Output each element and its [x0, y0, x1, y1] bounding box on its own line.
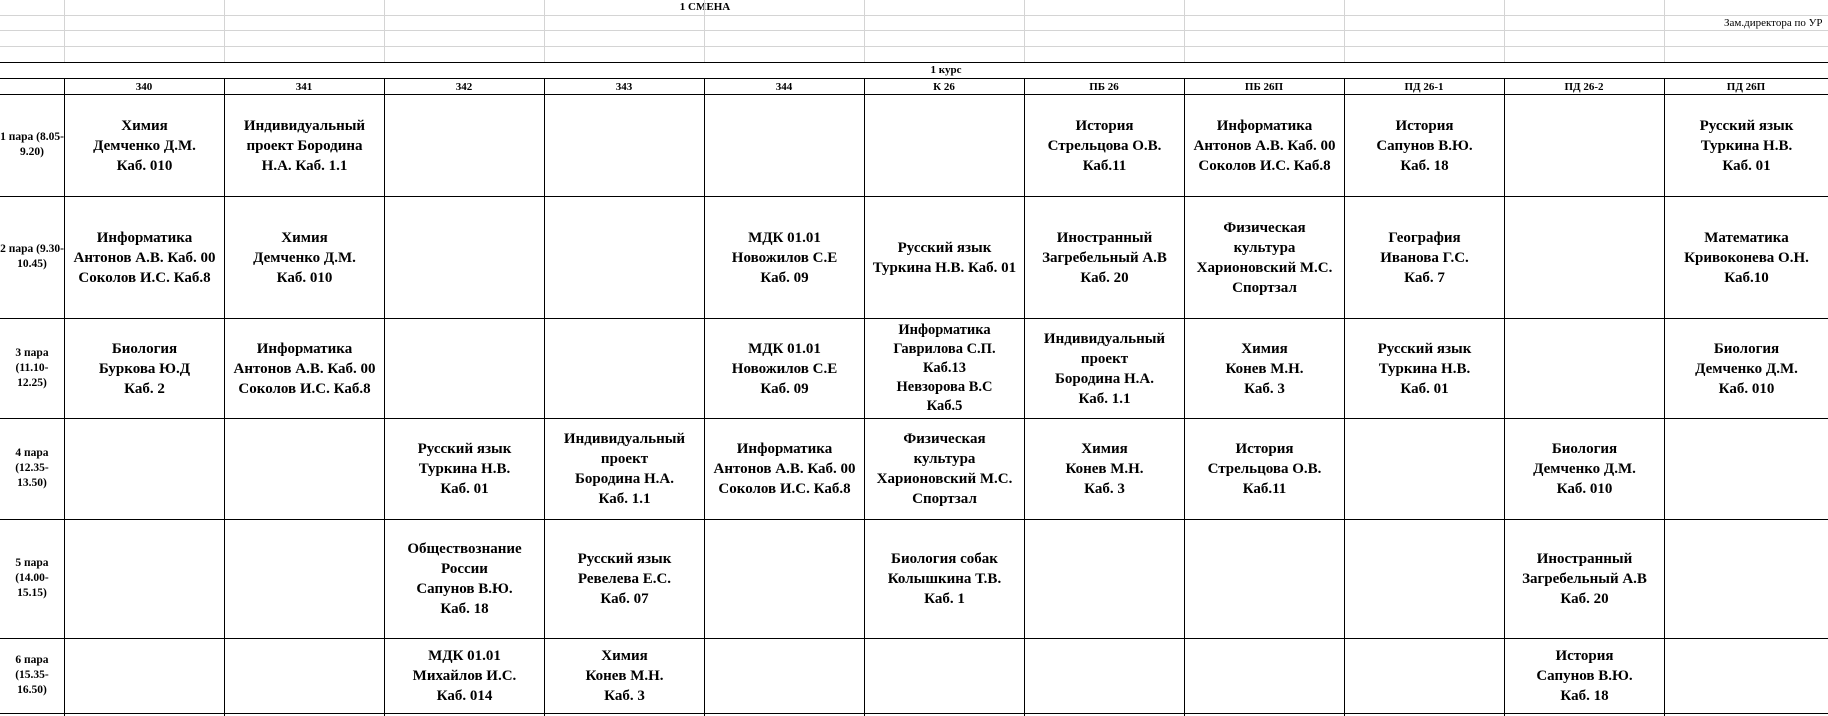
row-divider — [0, 94, 1828, 95]
deputy-director-label: Зам.директора по УР — [1724, 17, 1823, 29]
column-header: ПБ 26П — [1244, 81, 1284, 93]
schedule-cell: Информатика Гаврилова С.П. Каб.13 Невзорова В.С Каб.5 — [893, 322, 996, 414]
row-divider — [0, 418, 1828, 419]
column-header: 340 — [135, 81, 153, 93]
empty-cell — [65, 419, 224, 519]
schedule-cell: Русский язык Туркина Н.В. Каб. 01 — [1377, 340, 1472, 397]
schedule-cell: Русский язык Туркина Н.В. Каб. 01 — [1699, 117, 1794, 174]
schedule-cell: МДК 01.01 Новожилов С.Е Каб. 09 — [731, 229, 838, 286]
empty-cell — [1505, 95, 1664, 196]
empty-cell — [1665, 419, 1828, 519]
row-divider — [0, 46, 1828, 47]
empty-cell — [545, 319, 704, 418]
schedule-cell: Русский язык Туркина Н.В. Каб. 01 — [417, 441, 512, 497]
column-divider — [1504, 0, 1505, 62]
period-label: 3 пара (11.10- 12.25) — [15, 346, 49, 389]
column-divider — [224, 0, 225, 62]
column-divider — [1664, 78, 1665, 716]
schedule-cell: История Стрельцова О.В. Каб.11 — [1207, 441, 1322, 497]
schedule-cell: Информатика Антонов А.В. Каб. 00 Соколов И.С. Каб.8 — [233, 340, 376, 397]
course-label: 1 курс — [930, 64, 962, 76]
schedule-cell: Физическая культура Харионовский М.С. Спортзал — [1196, 219, 1333, 296]
empty-cell — [385, 319, 544, 418]
schedule-cell: МДК 01.01 Новожилов С.Е Каб. 09 — [731, 340, 838, 397]
empty-cell — [545, 95, 704, 196]
column-header: ПД 26П — [1726, 81, 1766, 93]
row-divider — [0, 713, 1828, 714]
schedule-cell: Химия Конев М.Н. Каб. 3 — [585, 648, 664, 704]
empty-cell — [705, 639, 864, 713]
empty-cell — [65, 520, 224, 638]
column-header: 343 — [615, 81, 633, 93]
schedule-cell: Информатика Антонов А.В. Каб. 00 Соколов И.С. Каб.8 — [73, 229, 216, 286]
schedule-cell: Физическая культура Харионовский М.С. Спортзал — [876, 431, 1013, 507]
column-divider — [64, 78, 65, 716]
empty-cell — [1345, 520, 1504, 638]
empty-cell — [705, 95, 864, 196]
column-divider — [1664, 0, 1665, 62]
column-divider — [544, 0, 545, 62]
column-divider — [1184, 0, 1185, 62]
row-divider — [0, 318, 1828, 319]
column-divider — [1184, 78, 1185, 716]
column-divider — [384, 78, 385, 716]
column-divider — [864, 0, 865, 62]
row-divider — [0, 638, 1828, 639]
period-label: 5 пара (14.00- 15.15) — [15, 557, 49, 599]
empty-cell — [225, 639, 384, 713]
schedule-cell: Информатика Антонов А.В. Каб. 00 Соколов И.С. Каб.8 — [1193, 117, 1336, 174]
schedule-cell: Биология собак Колышкина Т.В. Каб. 1 — [887, 551, 1002, 607]
empty-cell — [1345, 639, 1504, 713]
period-label: 4 пара (12.35- 13.50) — [15, 447, 49, 489]
schedule-cell: История Стрельцова О.В. Каб.11 — [1047, 117, 1162, 174]
schedule-cell: Математика Кривоконева О.Н. Каб.10 — [1684, 229, 1809, 286]
empty-cell — [545, 197, 704, 318]
schedule-cell: Индивидуальный проект Бородина Н.А. Каб. 1.1 — [563, 431, 686, 507]
shift-title: 1 СМЕНА — [679, 1, 731, 13]
schedule-cell: Иностранный Загребельный А.В Каб. 20 — [1522, 551, 1647, 607]
column-divider — [704, 78, 705, 716]
column-divider — [1344, 0, 1345, 62]
schedule-cell: Индивидуальный проект Бородина Н.А. Каб. 1.1 — [1043, 330, 1166, 407]
column-header: ПД 26-1 — [1404, 81, 1444, 93]
column-divider — [64, 0, 65, 62]
empty-cell — [1185, 639, 1344, 713]
period-label: 6 пара (15.35- 16.50) — [15, 654, 49, 696]
column-divider — [864, 78, 865, 716]
empty-cell — [1345, 419, 1504, 519]
empty-cell — [1185, 520, 1344, 638]
empty-cell — [865, 95, 1024, 196]
column-divider — [224, 78, 225, 716]
schedule-cell: Химия Демченко Д.М. Каб. 010 — [93, 117, 196, 174]
empty-cell — [385, 95, 544, 196]
schedule-cell: МДК 01.01 Михайлов И.С. Каб. 014 — [412, 648, 517, 704]
column-divider — [704, 0, 705, 62]
row-divider — [0, 519, 1828, 520]
schedule-cell: История Сапунов В.Ю. Каб. 18 — [1536, 648, 1633, 704]
column-divider — [1504, 78, 1505, 716]
column-header: 342 — [455, 81, 473, 93]
schedule-cell: Биология Буркова Ю.Д Каб. 2 — [98, 340, 191, 397]
schedule-cell: Химия Конев М.Н. Каб. 3 — [1225, 340, 1304, 397]
column-header: ПД 26-2 — [1564, 81, 1604, 93]
schedule-cell: Обществознание России Сапунов В.Ю. Каб. 18 — [407, 541, 522, 617]
row-divider — [0, 15, 1828, 16]
row-divider — [0, 196, 1828, 197]
column-header: К 26 — [933, 81, 955, 93]
schedule-cell: История Сапунов В.Ю. Каб. 18 — [1376, 117, 1473, 174]
empty-cell — [225, 419, 384, 519]
column-divider — [384, 0, 385, 62]
empty-cell — [1505, 197, 1664, 318]
empty-cell — [385, 197, 544, 318]
empty-cell — [1665, 520, 1828, 638]
column-divider — [1344, 78, 1345, 716]
row-divider — [0, 62, 1828, 63]
empty-cell — [1025, 639, 1184, 713]
schedule-cell: Химия Демченко Д.М. Каб. 010 — [253, 229, 356, 286]
schedule-cell: География Иванова Г.С. Каб. 7 — [1380, 229, 1469, 286]
schedule-cell: Русский язык Туркина Н.В. Каб. 01 — [872, 239, 1017, 276]
empty-cell — [1505, 319, 1664, 418]
column-header: 341 — [295, 81, 313, 93]
schedule-cell: Биология Демченко Д.М. Каб. 010 — [1533, 441, 1636, 497]
empty-cell — [65, 639, 224, 713]
column-header: ПБ 26 — [1089, 81, 1119, 93]
schedule-cell: Биология Демченко Д.М. Каб. 010 — [1695, 340, 1798, 397]
schedule-cell: Химия Конев М.Н. Каб. 3 — [1065, 441, 1144, 497]
column-divider — [544, 78, 545, 716]
row-divider — [0, 78, 1828, 79]
period-label: 2 пара (9.30- 10.45) — [0, 243, 64, 270]
column-header: 344 — [775, 81, 793, 93]
empty-cell — [865, 639, 1024, 713]
schedule-cell: Русский язык Ревелева Е.С. Каб. 07 — [577, 551, 672, 607]
schedule-cell: Информатика Антонов А.В. Каб. 00 Соколов И.С. Каб.8 — [713, 441, 856, 497]
empty-cell — [225, 520, 384, 638]
schedule-cell: Иностранный Загребельный А.В Каб. 20 — [1042, 229, 1167, 286]
period-label: 1 пара (8.05- 9.20) — [0, 131, 64, 158]
row-divider — [0, 30, 1828, 31]
empty-cell — [1025, 520, 1184, 638]
column-divider — [1024, 0, 1025, 62]
empty-cell — [1665, 639, 1828, 713]
empty-cell — [705, 520, 864, 638]
schedule-cell: Индивидуальный проект Бородина Н.А. Каб. 1.1 — [243, 117, 366, 174]
column-divider — [1024, 78, 1025, 716]
